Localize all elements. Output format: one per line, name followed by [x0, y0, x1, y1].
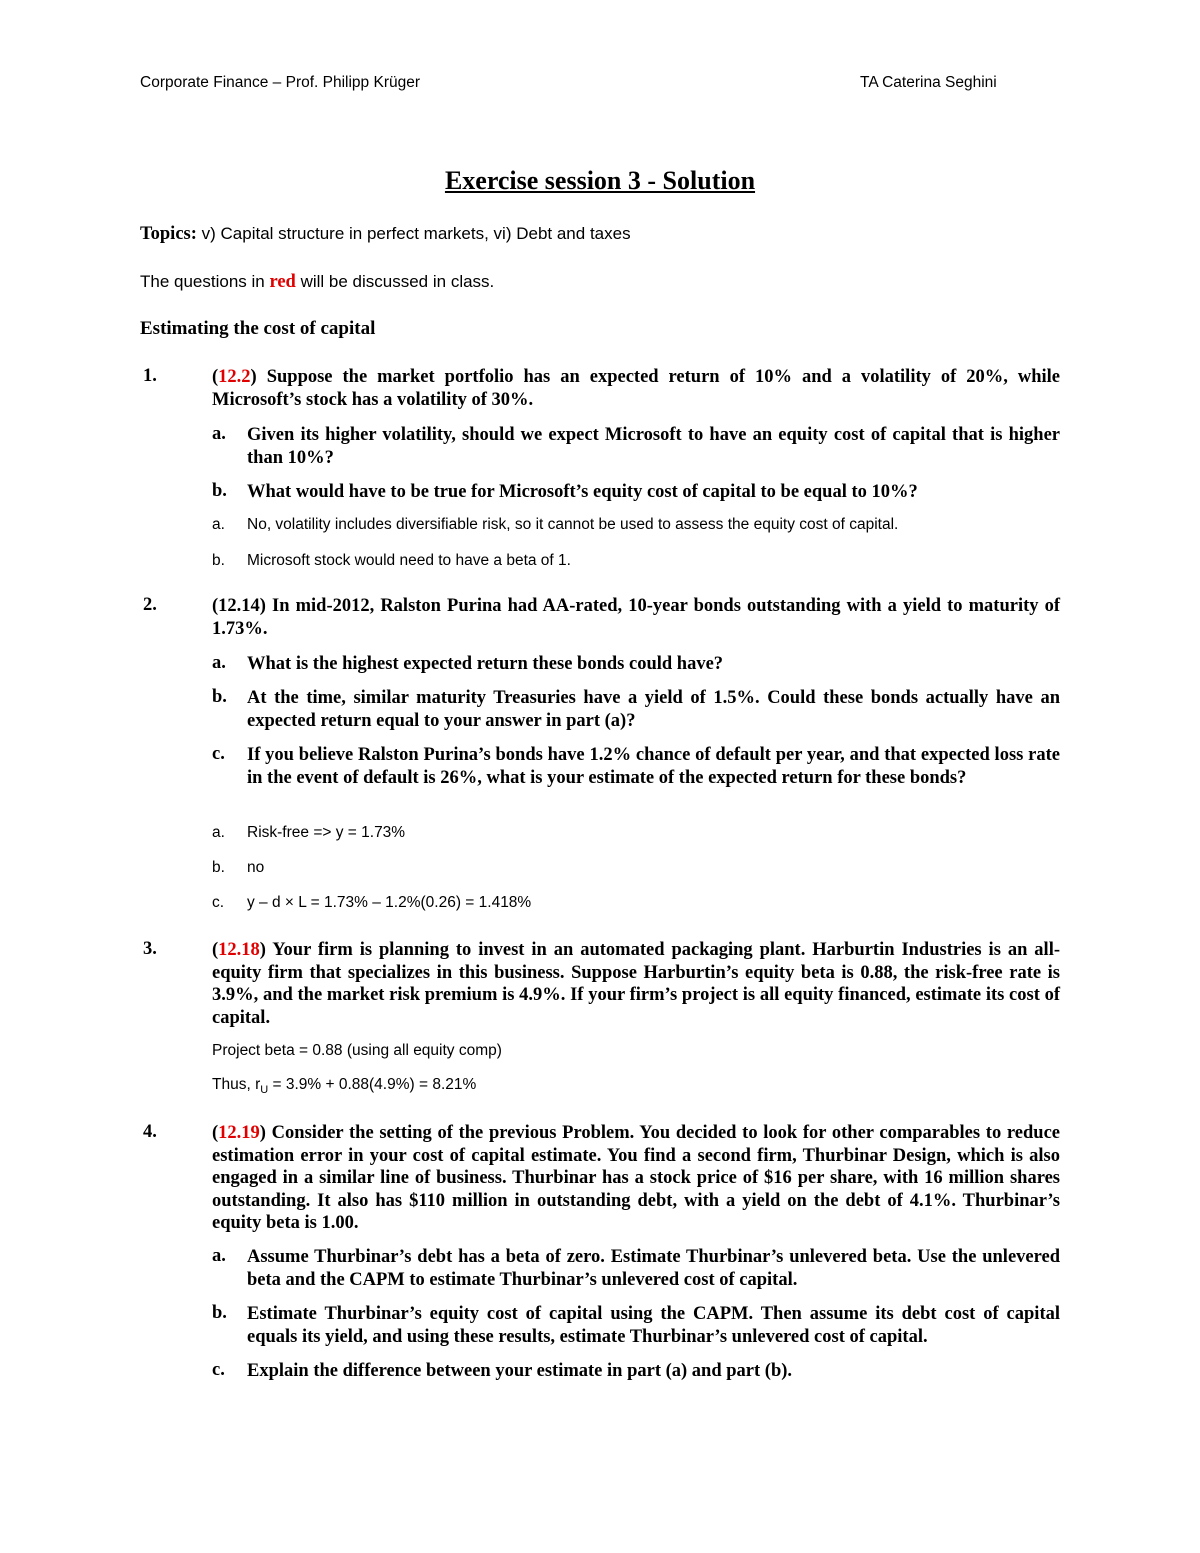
page-title: Exercise session 3 - Solution — [444, 166, 756, 195]
q2-part-b: At the time, similar maturity Treasuries have a yield of 1.5%. Could these bonds actually have an expected return equal to your answer in part (a)? — [247, 688, 1060, 731]
note-post: will be discussed in class. — [295, 272, 495, 291]
q4-part-c-label: c. — [212, 1360, 225, 1380]
q4-part-b-label: b. — [212, 1303, 227, 1323]
section-title: Estimating the cost of capital — [140, 318, 376, 339]
q2-text: (12.14) In mid-2012, Ralston Purina had AA-rated, 10-year bonds outstanding with a yield to maturity of 1.73%. — [212, 596, 1060, 639]
q4-number: 4. — [143, 1122, 157, 1142]
topics-text: v) Capital structure in perfect markets, vi) Debt and taxes — [196, 224, 631, 243]
q2-part-c-label: c. — [212, 744, 225, 764]
q2-answer-c-label: c. — [212, 894, 225, 911]
q2-part-c: If you believe Ralston Purina’s bonds have 1.2% chance of default per year, and that expected loss rate in the event of default is 26%, what is your estimate of the expected return for these bonds? — [247, 745, 1060, 788]
q4-text: (12.19) Consider the setting of the previous Problem. You decided to look for other comparables to reduce estimation error in your cost of capital estimate. You find a second firm, Thurbinar Design, which is also engaged in a similar line of business. Thurbinar has a stock price of $16 per share, with 16 million shares outstanding. It also has $110 million in outstanding debt, with a yield on the debt of 4.1%. Thurbinar’s equity beta is 1.00. — [212, 1123, 1060, 1233]
q1-number: 1. — [143, 366, 157, 386]
q2-part-a-label: a. — [212, 653, 226, 673]
q4-part-a-label: a. — [212, 1246, 226, 1266]
q1-part-a: Given its higher volatility, should we expect Microsoft to have an equity cost of capital that is higher than 10%? — [247, 425, 1060, 468]
q1-ref: 12.2 — [218, 367, 251, 387]
q4-ref: 12.19 — [218, 1123, 260, 1143]
q4-part-c: Explain the difference between your estimate in part (a) and part (b). — [247, 1361, 793, 1381]
q2-answer-b-label: b. — [212, 859, 225, 876]
red-note — [140, 272, 494, 293]
q3-ref: 12.18 — [218, 940, 260, 960]
q1-part-b: What would have to be true for Microsoft’s equity cost of capital to be equal to 10%? — [247, 482, 918, 502]
q4-part-a: Assume Thurbinar’s debt has a beta of zero. Estimate Thurbinar’s unlevered beta. Use the unlevered beta and the CAPM to estimate Thurbinar’s unlevered cost of capital. — [247, 1247, 1060, 1290]
header-left: Corporate Finance – Prof. Philipp Krüger — [140, 74, 421, 91]
q3-number: 3. — [143, 939, 157, 959]
q1-answer-a: No, volatility includes diversifiable risk, so it cannot be used to assess the equity cost of capital. — [247, 516, 899, 533]
q2-answer-c: y – d × L = 1.73% – 1.2%(0.26) = 1.418% — [247, 894, 532, 911]
q3-answer-1: Project beta = 0.88 (using all equity comp) — [212, 1042, 502, 1059]
q1-answer-b-label: b. — [212, 552, 225, 569]
note-pre: The questions in — [140, 272, 270, 291]
q2-answer-a-label: a. — [212, 824, 225, 841]
q1-part-b-label: b. — [212, 481, 227, 501]
q3-answer-2: Thus, $r_U = 3.9\% + 0.88(4.9\%) = 8.21\%$ — [212, 1076, 477, 1097]
q1-text: (12.2) Suppose the market portfolio has an expected return of 10% and a volatility of 20%, while Microsoft’s stock has a volatility of 30%. — [212, 367, 1060, 410]
q2-answer-a: Risk-free => y = 1.73% — [247, 824, 406, 841]
q1-answer-b: Microsoft stock would need to have a beta of 1. — [247, 552, 571, 569]
q2-part-a: What is the highest expected return these bonds could have? — [247, 654, 724, 674]
header-right: TA Caterina Seghini — [860, 74, 997, 91]
q2-answer-b: no — [247, 859, 265, 876]
q2-number: 2. — [143, 595, 157, 615]
topics-label: Topics: — [140, 224, 197, 244]
q1-part-a-label: a. — [212, 424, 226, 444]
q3-text: (12.18) Your firm is planning to invest in an automated packaging plant. Harburtin Industries is an all-equity firm that specializes in this business. Suppose Harburtin’s equity beta is 0.88, the risk-free rate is 3.9%, and the market risk premium is 4.9%. If your firm’s project is all equity financed, estimate its cost of capital. — [212, 940, 1060, 1028]
q4-part-b: Estimate Thurbinar’s equity cost of capital using the CAPM. Then assume its debt cost of capital equals its yield, and using these results, estimate Thurbinar’s unlevered cost of capital. — [247, 1304, 1060, 1347]
note-red-word: red — [269, 272, 296, 292]
q1-answer-a-label: a. — [212, 516, 225, 533]
topics-line — [140, 224, 631, 245]
q2-part-b-label: b. — [212, 687, 227, 707]
